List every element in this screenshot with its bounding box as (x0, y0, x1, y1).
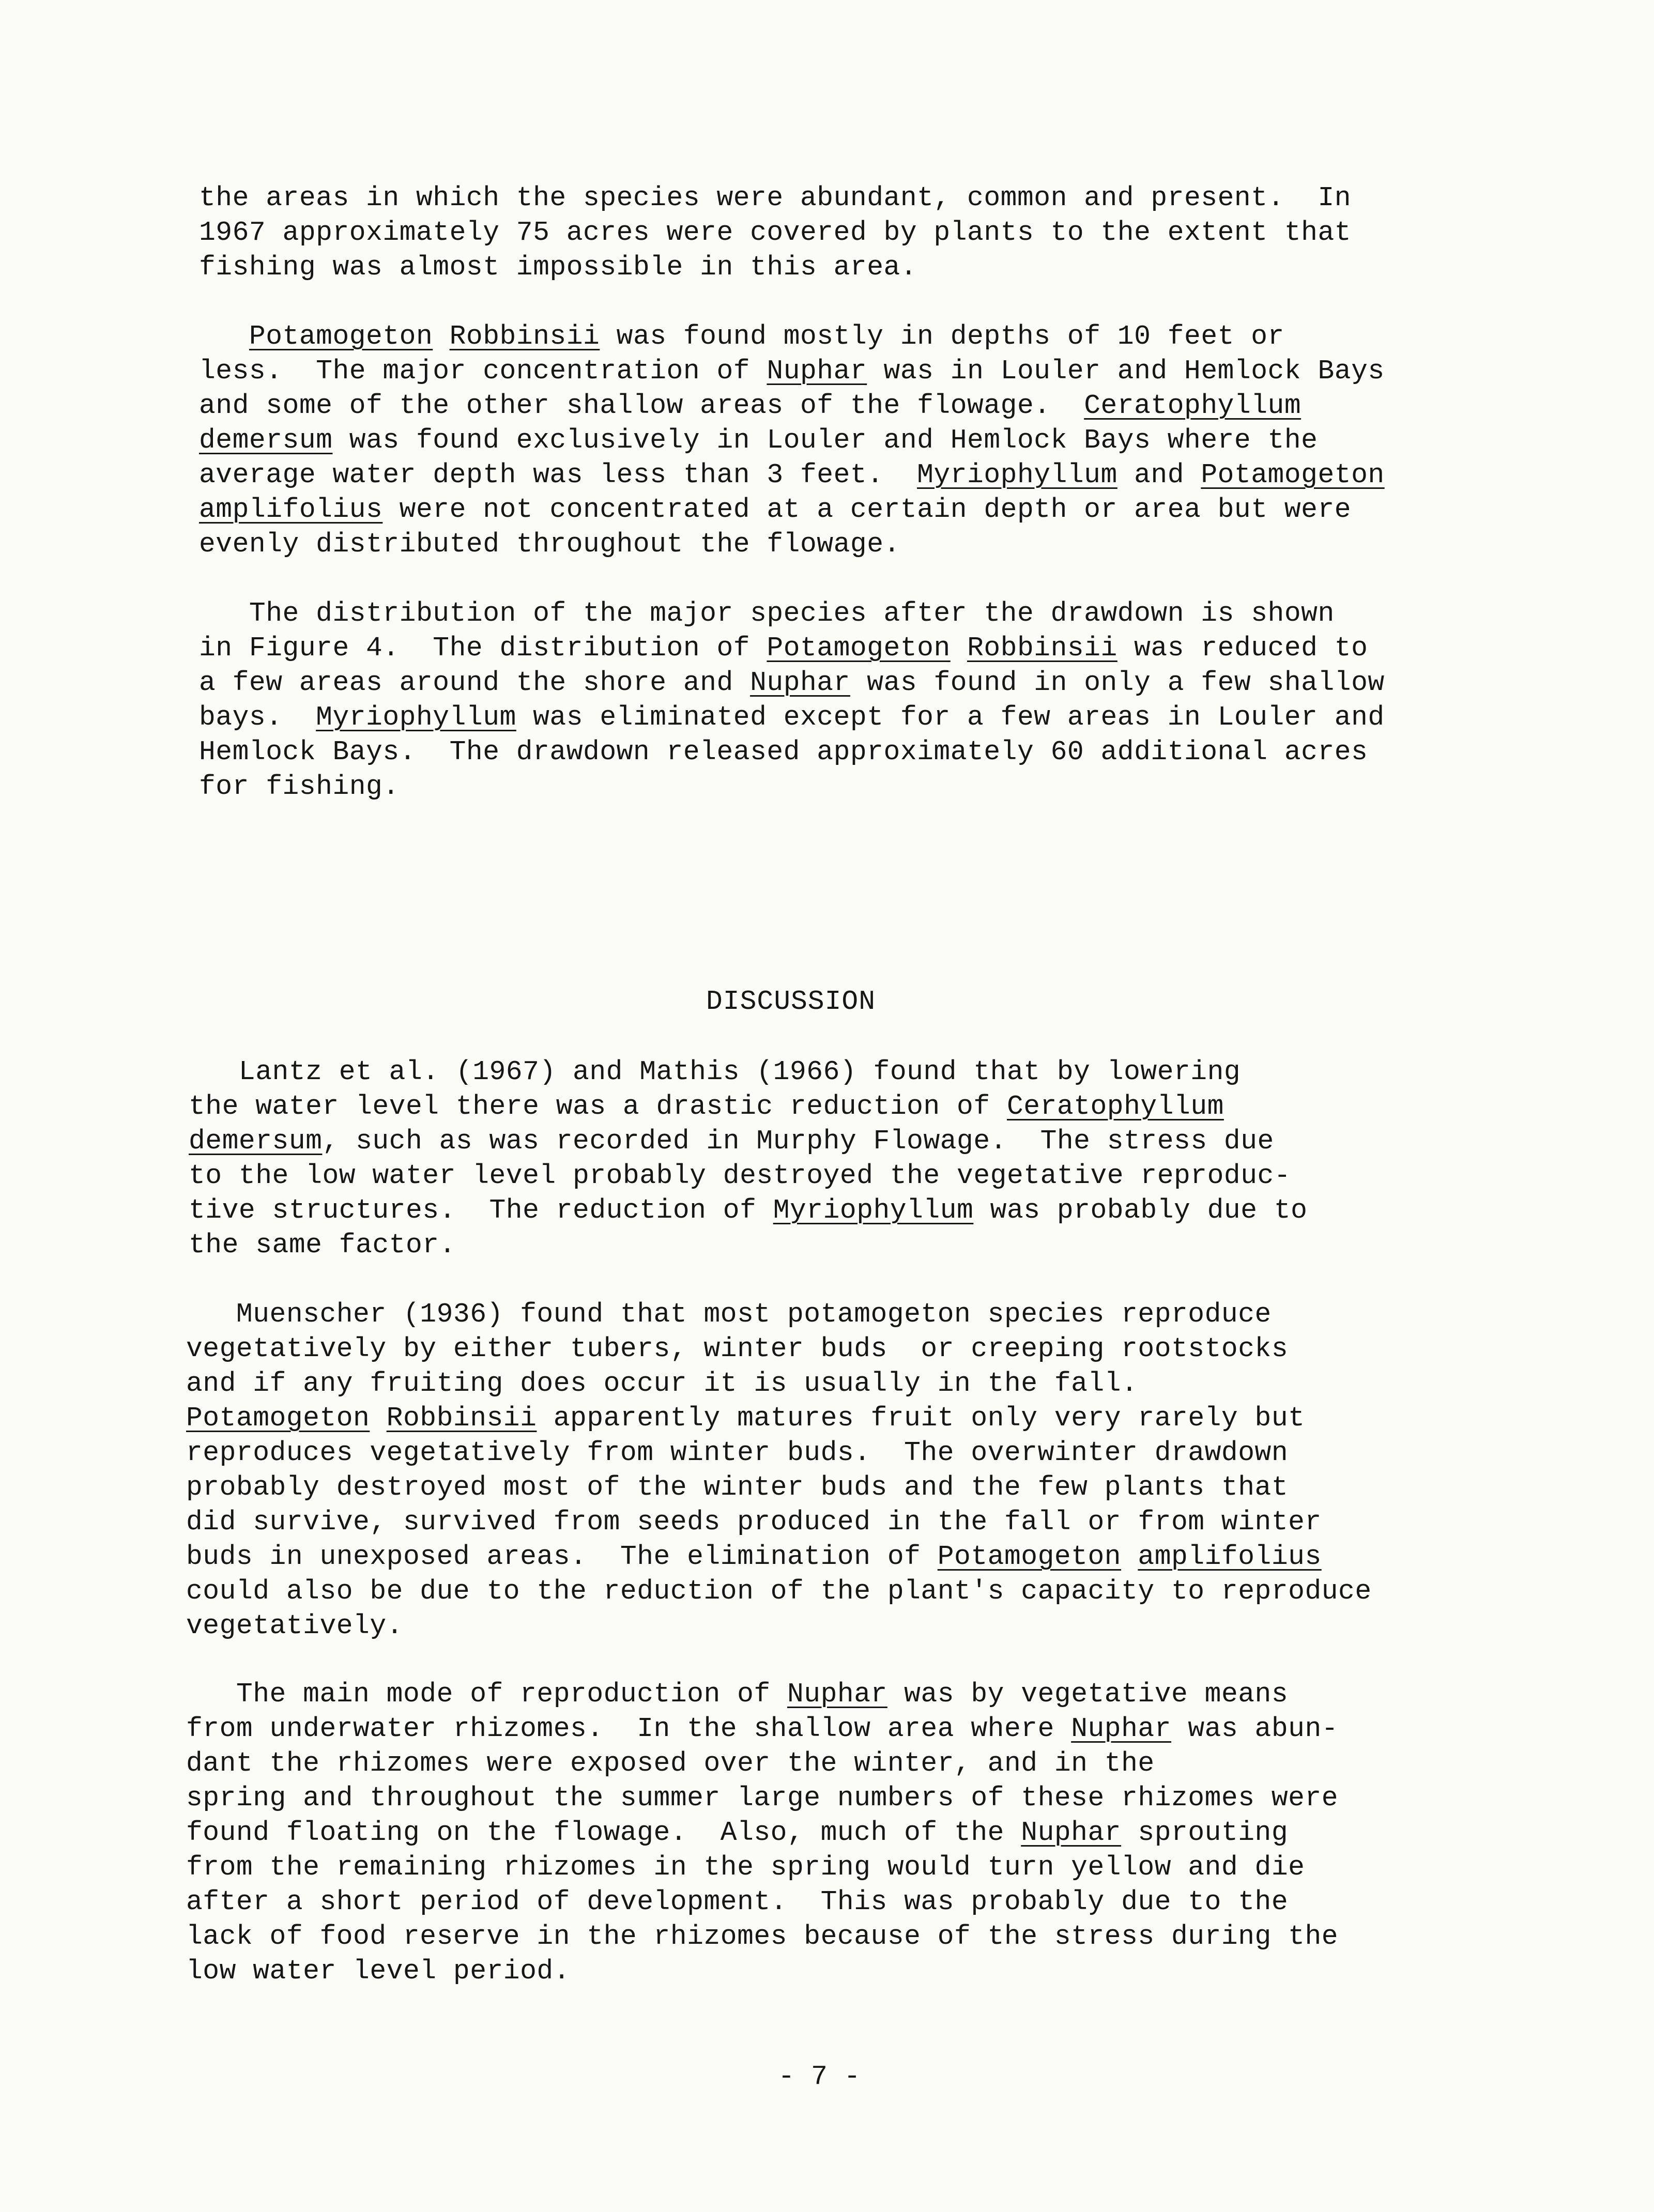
text-segment: Hemlock Bays. The drawdown released approximately 60 additional acres (199, 736, 1368, 767)
text-segment: was found mostly in depths of 10 feet or (600, 321, 1284, 352)
text-segment: sprouting (1121, 1817, 1289, 1848)
text-line (189, 1089, 1307, 1124)
text-line (189, 1055, 1307, 1089)
underlined-species-name: demersum (199, 425, 333, 456)
text-segment: found floating on the flowage. Also, much of the (186, 1817, 1021, 1848)
underlined-species-name: Nuphar (787, 1679, 887, 1710)
text-line (186, 1609, 1372, 1643)
text-segment: was in Louler and Hemlock Bays (867, 356, 1385, 387)
text-line (186, 1781, 1338, 1816)
text-segment: spring and throughout the summer large numbers of these rhizomes were (186, 1783, 1339, 1814)
text-segment: a few areas around the shore and (199, 667, 751, 698)
text-line (186, 1746, 1338, 1781)
text-line (186, 1366, 1372, 1401)
underlined-species-name: Potamogeton (937, 1541, 1122, 1572)
underlined-species-name: Ceratophyllum (1006, 1091, 1224, 1122)
underlined-species-name: Potamogeton (1201, 459, 1385, 490)
text-segment: reproduces vegetatively from winter buds. The overwinter drawdown (186, 1437, 1289, 1468)
text-segment (951, 633, 967, 664)
text-line (199, 216, 1351, 250)
text-segment: was by vegetative means (887, 1679, 1289, 1710)
text-segment: was probably due to (973, 1195, 1308, 1226)
text-segment: , such as was recorded in Murphy Flowage. The stress due (322, 1126, 1274, 1157)
text-segment: and some of the other shallow areas of the flowage. (199, 390, 1084, 421)
text-line (189, 1228, 1307, 1263)
section-heading-discussion: DISCUSSION (706, 986, 876, 1017)
text-segment: were not concentrated at a certain depth or area but were (382, 494, 1352, 525)
text-segment: Muenscher (1936) found that most potamogeton species reproduce (186, 1299, 1272, 1330)
text-line (186, 1540, 1372, 1574)
text-line (186, 1850, 1338, 1885)
paragraph-discussion-water-level (189, 1055, 1307, 1263)
text-line (189, 1124, 1307, 1159)
underlined-species-name: amplifolius (1138, 1541, 1322, 1572)
text-line (199, 596, 1385, 631)
text-segment: to the low water level probably destroyed the vegetative reproduc- (189, 1160, 1291, 1191)
text-line (186, 1470, 1372, 1505)
text-line (186, 1401, 1372, 1436)
text-segment: apparently matures fruit only very rarely but (537, 1403, 1305, 1434)
text-line (186, 1954, 1338, 1989)
text-segment: fishing was almost impossible in this area. (199, 252, 917, 283)
underlined-species-name: Robbinsii (386, 1403, 537, 1434)
page-number: - 7 - (778, 2061, 861, 2092)
text-segment (199, 321, 249, 352)
underlined-species-name: Robbinsii (967, 633, 1117, 664)
text-line (186, 1574, 1372, 1609)
text-segment: did survive, survived from seeds produced in the fall or from winter (186, 1507, 1322, 1538)
underlined-species-name: Nuphar (1071, 1713, 1172, 1744)
text-segment (370, 1403, 386, 1434)
text-line (186, 1816, 1338, 1850)
text-line (186, 1919, 1338, 1954)
text-segment: The distribution of the major species after the drawdown is shown (199, 598, 1335, 629)
text-line (186, 1297, 1372, 1332)
text-line (199, 493, 1385, 527)
text-segment (433, 321, 449, 352)
underlined-species-name: Potamogeton (249, 321, 433, 352)
text-segment: the areas in which the species were abundant, common and present. In (199, 182, 1352, 213)
text-segment: could also be due to the reduction of the plant's capacity to reproduce (186, 1576, 1372, 1607)
text-line (186, 1505, 1372, 1540)
text-line (189, 1159, 1307, 1193)
text-segment: less. The major concentration of (199, 356, 767, 387)
text-segment: low water level period. (186, 1956, 571, 1987)
paragraph-species-areas (199, 181, 1351, 285)
text-segment: average water depth was less than 3 feet. (199, 459, 917, 490)
underlined-species-name: Robbinsii (449, 321, 600, 352)
text-line (186, 1712, 1338, 1746)
underlined-species-name: Nuphar (1021, 1817, 1122, 1848)
text-segment: was found exclusively in Louler and Hemlock Bays where the (332, 425, 1318, 456)
text-line (199, 700, 1385, 735)
text-segment: from the remaining rhizomes in the spring would turn yellow and die (186, 1852, 1305, 1883)
text-segment: and if any fruiting does occur it is usually in the fall. (186, 1368, 1138, 1399)
text-segment: The main mode of reproduction of (186, 1679, 787, 1710)
underlined-species-name: Nuphar (750, 667, 850, 698)
paragraph-discussion-nuphar (186, 1677, 1338, 1989)
text-segment: the same factor. (189, 1230, 456, 1261)
text-line (199, 319, 1385, 354)
underlined-species-name: Myriophyllum (773, 1195, 974, 1226)
paragraph-after-drawdown (199, 596, 1385, 804)
text-segment: tive structures. The reduction of (189, 1195, 773, 1226)
text-segment: vegetatively by either tubers, winter buds or creeping rootstocks (186, 1333, 1289, 1364)
text-line (199, 735, 1385, 770)
underlined-species-name: Potamogeton (186, 1403, 370, 1434)
text-line (199, 181, 1351, 216)
text-segment (1121, 1541, 1138, 1572)
text-segment: and (1117, 459, 1201, 490)
underlined-species-name: Ceratophyllum (1084, 390, 1301, 421)
text-line (199, 423, 1385, 458)
text-segment: bays. (199, 702, 316, 733)
text-segment: was found in only a few shallow (850, 667, 1385, 698)
text-line (199, 250, 1351, 285)
text-segment: Lantz et al. (1967) and Mathis (1966) found that by lowering (189, 1056, 1241, 1087)
text-line (199, 666, 1385, 700)
paragraph-depth-distribution (199, 319, 1385, 562)
text-line (186, 1677, 1338, 1712)
text-segment: 1967 approximately 75 acres were covered by plants to the extent that (199, 217, 1352, 248)
text-segment: from underwater rhizomes. In the shallow area where (186, 1713, 1071, 1744)
underlined-species-name: Potamogeton (767, 633, 951, 664)
underlined-species-name: Myriophyllum (917, 459, 1117, 490)
text-segment: was reduced to (1117, 633, 1368, 664)
text-line (199, 770, 1385, 804)
text-segment: after a short period of development. This was probably due to the (186, 1886, 1289, 1917)
text-line (199, 458, 1385, 493)
text-segment: lack of food reserve in the rhizomes because of the stress during the (186, 1921, 1339, 1952)
text-segment: was eliminated except for a few areas in Louler and (516, 702, 1385, 733)
text-segment: was abun- (1171, 1713, 1339, 1744)
text-line (189, 1193, 1307, 1228)
text-line (186, 1885, 1338, 1919)
paragraph-discussion-reproduction (186, 1297, 1372, 1643)
text-segment: vegetatively. (186, 1610, 403, 1641)
text-segment: buds in unexposed areas. The elimination of (186, 1541, 938, 1572)
text-segment: the water level there was a drastic reduction of (189, 1091, 1007, 1122)
underlined-species-name: Nuphar (767, 356, 867, 387)
text-line (199, 631, 1385, 666)
text-line (199, 527, 1385, 562)
text-segment: evenly distributed throughout the flowage. (199, 529, 900, 560)
text-line (199, 389, 1385, 423)
text-segment: in Figure 4. The distribution of (199, 633, 767, 664)
text-segment: dant the rhizomes were exposed over the winter, and in the (186, 1748, 1155, 1779)
text-line (199, 354, 1385, 389)
underlined-species-name: Myriophyllum (316, 702, 516, 733)
text-segment: probably destroyed most of the winter buds and the few plants that (186, 1472, 1289, 1503)
underlined-species-name: amplifolius (199, 494, 383, 525)
text-segment: for fishing. (199, 771, 400, 802)
text-line (186, 1436, 1372, 1470)
underlined-species-name: demersum (189, 1126, 323, 1157)
text-line (186, 1332, 1372, 1366)
